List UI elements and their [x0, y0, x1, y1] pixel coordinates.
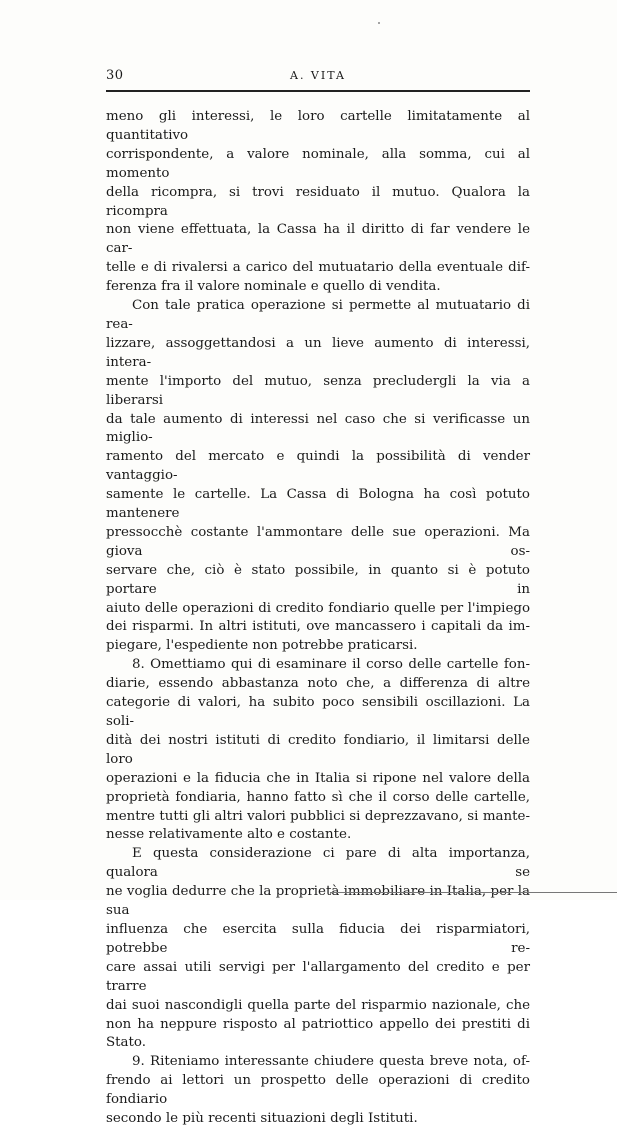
paragraph-line: della ricompra, si trovi residuato il mutuo. Qualora la ricompra [106, 184, 530, 219]
paragraph-line: 8. Omettiamo qui di esaminare il corso delle cartelle fon- [132, 657, 530, 673]
page-edge-rule [330, 892, 617, 893]
paragraph-line: meno gli interessi, le loro cartelle limitatamente al quantitativo [106, 109, 530, 143]
paragraph-line: dai suoi nascondigli quella parte del risparmio nazionale, che [106, 997, 530, 1013]
paragraph-line: nesse relativamente alto e costante. [106, 827, 352, 843]
paragraph-line: frendo ai lettori un prospetto delle operazioni di credito fondiario [106, 1073, 530, 1108]
paragraph-line: lizzare, assoggettandosi a un lieve aumento di interessi, intera- [106, 335, 530, 370]
paragraph-line: influenza che esercita sulla fiducia dei risparmiatori, potrebbe re- [106, 921, 530, 956]
paragraph-line: da tale aumento di interessi nel caso che si verificasse un miglio- [106, 411, 530, 446]
paragraph-line: corrispondente, a valore nominale, alla somma, cui al momento [106, 146, 530, 181]
paragraph-line: telle e di rivalersi a carico del mutuatario della eventuale dif- [106, 260, 530, 276]
paragraph-line: 9. Riteniamo interessante chiudere questa breve nota, of- [132, 1054, 530, 1070]
paragraph-line: diarie, essendo abbastanza noto che, a differenza di altre [106, 676, 530, 692]
paragraph-line: ferenza fra il valore nominale e quello di vendita. [106, 279, 441, 295]
paragraph-line: non viene effettuata, la Cassa ha il diritto di far vendere le car- [106, 222, 530, 257]
paragraph-line: ramento del mercato e quindi la possibilità di vender vantaggio- [106, 449, 530, 484]
paragraph-line: Con tale pratica operazione si permette al mutuatario di rea- [106, 298, 530, 332]
paragraph-line: operazioni e la fiducia che in Italia si ripone nel valore della [106, 770, 530, 786]
paragraph-line: ne voglia dedurre che la proprietà immobiliare in Italia, per la sua [106, 884, 530, 919]
running-head: A. VITA [290, 69, 346, 82]
paragraph-line: dei risparmi. In altri istituti, ove mancassero i capitali da im- [106, 619, 530, 635]
paragraph-line: servare che, ciò è stato possibile, in quanto si è potuto portare in [106, 562, 530, 597]
paragraph-line: samente le cartelle. La Cassa di Bologna ha così potuto mantenere [106, 487, 530, 522]
page-number: 30 [106, 68, 124, 83]
paragraph-line: E questa considerazione ci pare di alta importanza, qualora se [106, 846, 530, 881]
paragraph-line: mente l'importo del mutuo, senza precludergli la via a liberarsi [106, 373, 530, 408]
header-rule [106, 90, 530, 92]
paragraph-line: categorie di valori, ha subito poco sensibili oscillazioni. La soli- [106, 695, 530, 729]
paragraph-line: secondo le più recenti situazioni degli Istituti. [106, 1111, 418, 1127]
paragraph-line: aiuto delle operazioni di credito fondiario quelle per l'impiego [106, 600, 530, 616]
paragraph-line: pressocchè costante l'ammontare delle sue operazioni. Ma giova os- [106, 524, 530, 559]
paragraph-line: dità dei nostri istituti di credito fondiario, il limitarsi delle loro [106, 732, 530, 767]
paragraph-line: non ha neppure risposto al patriottico appello dei prestiti di Stato. [106, 1016, 530, 1051]
paper-speck [378, 22, 380, 24]
paragraph-line: mentre tutti gli altri valori pubblici si deprezzavano, si mante- [106, 808, 530, 824]
paragraph-line: care assai utili servigi per l'allargamento del credito e per trarre [106, 959, 530, 994]
paragraph-line: piegare, l'espediente non potrebbe praticarsi. [106, 638, 418, 654]
body-text [106, 108, 530, 1129]
paragraph-line: proprietà fondiaria, hanno fatto sì che il corso delle cartelle, [106, 789, 530, 805]
